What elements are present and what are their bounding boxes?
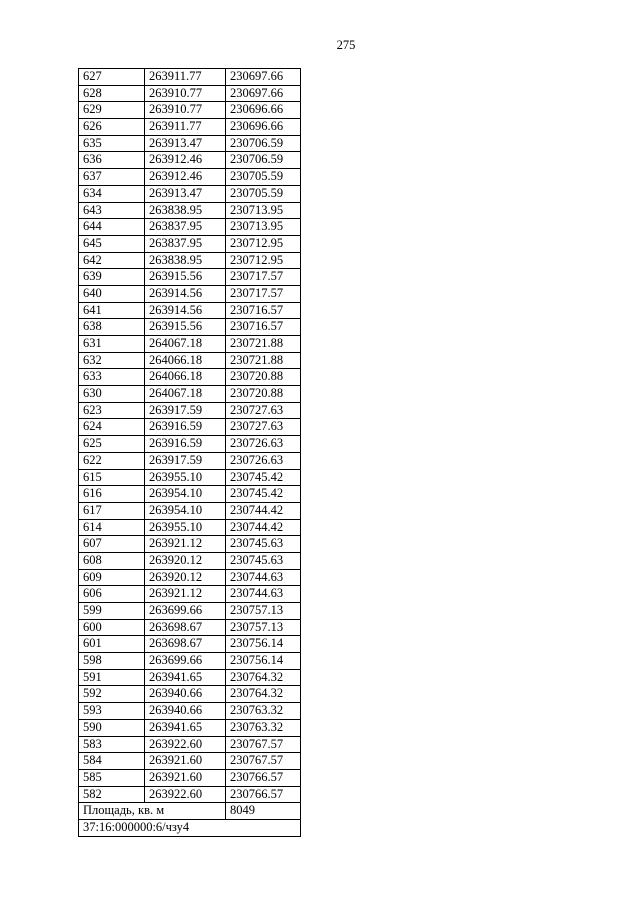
coordinate-x: 263920.12 [145, 552, 226, 569]
table-row [79, 786, 301, 803]
point-number: 615 [79, 469, 145, 486]
point-number: 630 [79, 386, 145, 403]
point-number: 636 [79, 152, 145, 169]
table-row [79, 152, 301, 169]
table-row [79, 202, 301, 219]
point-number: 641 [79, 302, 145, 319]
table-row [79, 586, 301, 603]
coordinate-x: 263917.59 [145, 402, 226, 419]
coordinate-x: 263699.66 [145, 653, 226, 670]
point-number: 627 [79, 69, 145, 86]
coordinate-x: 263954.10 [145, 486, 226, 503]
coordinate-y: 230706.59 [226, 135, 301, 152]
coordinate-x: 263922.60 [145, 736, 226, 753]
coordinate-x: 263912.46 [145, 169, 226, 186]
table-row [79, 402, 301, 419]
coordinate-x: 263915.56 [145, 319, 226, 336]
coordinate-y: 230745.63 [226, 536, 301, 553]
coordinate-y: 230756.14 [226, 636, 301, 653]
table-row [79, 486, 301, 503]
point-number: 614 [79, 519, 145, 536]
coordinate-x: 263954.10 [145, 502, 226, 519]
point-number: 608 [79, 552, 145, 569]
table-row [79, 352, 301, 369]
coordinate-x: 263913.47 [145, 185, 226, 202]
coordinate-x: 263941.65 [145, 719, 226, 736]
coordinate-y: 230727.63 [226, 402, 301, 419]
table-row [79, 636, 301, 653]
point-number: 642 [79, 252, 145, 269]
table-row [79, 619, 301, 636]
coordinates-table-footer [79, 803, 301, 836]
point-number: 626 [79, 119, 145, 136]
coordinate-y: 230696.66 [226, 119, 301, 136]
table-row [79, 753, 301, 770]
coordinate-y: 230757.13 [226, 619, 301, 636]
coordinate-x: 263921.60 [145, 769, 226, 786]
coordinate-y: 230712.95 [226, 252, 301, 269]
point-number: 637 [79, 169, 145, 186]
coordinate-y: 230720.88 [226, 386, 301, 403]
coordinate-y: 230717.57 [226, 285, 301, 302]
point-number: 593 [79, 703, 145, 720]
coordinate-y: 230705.59 [226, 185, 301, 202]
table-row [79, 569, 301, 586]
point-number: 601 [79, 636, 145, 653]
coordinate-y: 230763.32 [226, 703, 301, 720]
coordinate-x: 263911.77 [145, 69, 226, 86]
point-number: 585 [79, 769, 145, 786]
coordinate-x: 263699.66 [145, 603, 226, 620]
coordinate-x: 264066.18 [145, 352, 226, 369]
coordinate-y: 230767.57 [226, 736, 301, 753]
table-row [79, 135, 301, 152]
table-row [79, 269, 301, 286]
point-number: 635 [79, 135, 145, 152]
point-number: 633 [79, 369, 145, 386]
coordinate-y: 230713.95 [226, 202, 301, 219]
point-number: 584 [79, 753, 145, 770]
table-row [79, 102, 301, 119]
coordinate-x: 263940.66 [145, 703, 226, 720]
point-number: 632 [79, 352, 145, 369]
table-row [79, 669, 301, 686]
coordinate-x: 263921.60 [145, 753, 226, 770]
coordinate-y: 230766.57 [226, 769, 301, 786]
point-number: 634 [79, 185, 145, 202]
point-number: 644 [79, 219, 145, 236]
coordinate-y: 230696.66 [226, 102, 301, 119]
coordinate-x: 263914.56 [145, 285, 226, 302]
table-row [79, 686, 301, 703]
coordinate-x: 263920.12 [145, 569, 226, 586]
coordinate-y: 230744.63 [226, 586, 301, 603]
coordinate-x: 263921.12 [145, 586, 226, 603]
point-number: 583 [79, 736, 145, 753]
coordinate-y: 230721.88 [226, 336, 301, 353]
coordinate-y: 230764.32 [226, 669, 301, 686]
page-number: 275 [336, 38, 356, 52]
coordinate-x: 264066.18 [145, 369, 226, 386]
coordinate-x: 263911.77 [145, 119, 226, 136]
table-row [79, 469, 301, 486]
point-number: 643 [79, 202, 145, 219]
point-number: 600 [79, 619, 145, 636]
coordinate-x: 263921.12 [145, 536, 226, 553]
area-label: Площадь, кв. м [79, 803, 226, 820]
area-row [79, 803, 301, 820]
coordinate-y: 230716.57 [226, 302, 301, 319]
table-row [79, 769, 301, 786]
coordinate-x: 263955.10 [145, 469, 226, 486]
table-row [79, 452, 301, 469]
point-number: 628 [79, 85, 145, 102]
coordinate-y: 230745.63 [226, 552, 301, 569]
cadastral-number: 37:16:000000:6/чзу4 [79, 819, 301, 836]
coordinate-y: 230726.63 [226, 452, 301, 469]
coordinate-y: 230764.32 [226, 686, 301, 703]
point-number: 590 [79, 719, 145, 736]
coordinate-y: 230744.63 [226, 569, 301, 586]
area-value: 8049 [226, 803, 301, 820]
point-number: 607 [79, 536, 145, 553]
coordinate-y: 230744.42 [226, 519, 301, 536]
table-row [79, 603, 301, 620]
point-number: 645 [79, 235, 145, 252]
coordinate-y: 230766.57 [226, 786, 301, 803]
point-number: 639 [79, 269, 145, 286]
table-row [79, 536, 301, 553]
coordinate-y: 230726.63 [226, 436, 301, 453]
coordinate-y: 230767.57 [226, 753, 301, 770]
table-row [79, 219, 301, 236]
coordinate-x: 263838.95 [145, 252, 226, 269]
table-row [79, 285, 301, 302]
coordinate-x: 263698.67 [145, 619, 226, 636]
coordinate-x: 263941.65 [145, 669, 226, 686]
coordinate-x: 264067.18 [145, 336, 226, 353]
point-number: 623 [79, 402, 145, 419]
coordinate-x: 263912.46 [145, 152, 226, 169]
cadastral-row [79, 819, 301, 836]
coordinate-x: 263940.66 [145, 686, 226, 703]
coordinate-y: 230717.57 [226, 269, 301, 286]
table-row [79, 336, 301, 353]
coordinate-x: 263917.59 [145, 452, 226, 469]
table-row [79, 252, 301, 269]
point-number: 638 [79, 319, 145, 336]
table-row [79, 552, 301, 569]
coordinate-y: 230745.42 [226, 469, 301, 486]
coordinate-y: 230721.88 [226, 352, 301, 369]
point-number: 598 [79, 653, 145, 670]
point-number: 624 [79, 419, 145, 436]
table-row [79, 386, 301, 403]
coordinate-y: 230745.42 [226, 486, 301, 503]
coordinate-y: 230716.57 [226, 319, 301, 336]
coordinate-y: 230727.63 [226, 419, 301, 436]
table-row [79, 719, 301, 736]
table-row [79, 502, 301, 519]
table-row [79, 85, 301, 102]
coordinate-x: 263916.59 [145, 419, 226, 436]
table-row [79, 185, 301, 202]
table-row [79, 119, 301, 136]
point-number: 625 [79, 436, 145, 453]
coordinates-table [78, 68, 301, 837]
coordinate-x: 263916.59 [145, 436, 226, 453]
coordinate-x: 263910.77 [145, 85, 226, 102]
coordinate-x: 263837.95 [145, 235, 226, 252]
point-number: 631 [79, 336, 145, 353]
point-number: 609 [79, 569, 145, 586]
point-number: 616 [79, 486, 145, 503]
point-number: 617 [79, 502, 145, 519]
coordinate-y: 230720.88 [226, 369, 301, 386]
coordinate-x: 263914.56 [145, 302, 226, 319]
table-row [79, 319, 301, 336]
point-number: 640 [79, 285, 145, 302]
coordinate-x: 263913.47 [145, 135, 226, 152]
coordinate-x: 263698.67 [145, 636, 226, 653]
point-number: 629 [79, 102, 145, 119]
coordinate-y: 230744.42 [226, 502, 301, 519]
table-row [79, 703, 301, 720]
coordinate-x: 263922.60 [145, 786, 226, 803]
coordinate-x: 263910.77 [145, 102, 226, 119]
table-row [79, 302, 301, 319]
coordinate-x: 263838.95 [145, 202, 226, 219]
point-number: 591 [79, 669, 145, 686]
coordinate-y: 230706.59 [226, 152, 301, 169]
table-row [79, 369, 301, 386]
point-number: 592 [79, 686, 145, 703]
coordinate-y: 230757.13 [226, 603, 301, 620]
coordinate-y: 230756.14 [226, 653, 301, 670]
coordinate-y: 230705.59 [226, 169, 301, 186]
coordinate-y: 230712.95 [226, 235, 301, 252]
coordinates-table-body [79, 69, 301, 803]
coordinate-y: 230697.66 [226, 85, 301, 102]
table-row [79, 169, 301, 186]
coordinate-x: 263837.95 [145, 219, 226, 236]
coordinate-y: 230697.66 [226, 69, 301, 86]
coordinate-y: 230713.95 [226, 219, 301, 236]
table-row [79, 653, 301, 670]
table-row [79, 519, 301, 536]
coordinate-x: 263915.56 [145, 269, 226, 286]
coordinate-y: 230763.32 [226, 719, 301, 736]
table-row [79, 235, 301, 252]
point-number: 622 [79, 452, 145, 469]
table-row [79, 419, 301, 436]
coordinate-x: 264067.18 [145, 386, 226, 403]
table-row [79, 436, 301, 453]
point-number: 582 [79, 786, 145, 803]
coordinate-x: 263955.10 [145, 519, 226, 536]
point-number: 599 [79, 603, 145, 620]
table-row [79, 69, 301, 86]
table-row [79, 736, 301, 753]
point-number: 606 [79, 586, 145, 603]
